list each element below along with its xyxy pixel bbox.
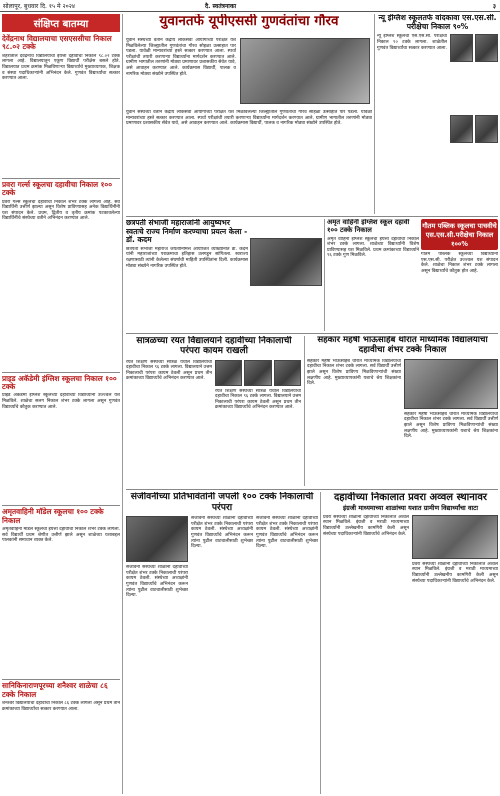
sahakar-headline: सहकार महर्षी भाऊसाहेब थोरात माध्यमिक विद्यालयाचा दहावीचा शंभर टक्के निकाल bbox=[317, 336, 488, 355]
brief-headline: प्राइड अकॅडेमी इंग्लिश स्कूलचा निकाल १०० टक्के bbox=[2, 373, 117, 391]
brief-item bbox=[2, 682, 120, 781]
brief-body: शनैश्वर विद्यालयाचा दहावीचा निकाल ८६ टक्के लागला असून प्रथम तीन क्रमांकाच्या विद्यार्थ्यांचा सत्कार करण्यात आला. bbox=[2, 700, 120, 712]
brief-headline: अमृतवाहिनी मॉडेल स्कूलचा १०० टक्के निकाल bbox=[2, 507, 104, 525]
amrut-body: अमृत वाहिनी इंग्लिश स्कूलचा इयत्ता दहावीचा निकाल शंभर टक्के लागला. शाळेच्या विद्यार्थ्यांनी विशेष प्राविण्यासह यश मिळविले. प्रथम क्रमांकाच्या विद्यार्थ्याने ९६ टक्के गुण मिळविले. bbox=[327, 236, 419, 259]
brief-item bbox=[2, 181, 120, 370]
student-photo bbox=[244, 360, 271, 386]
lead-story bbox=[126, 14, 372, 214]
column-rule bbox=[304, 336, 305, 486]
amrut-headline: अमृत वाहिनी इंग्लिश स्कूल दहावी १०० टक्के निकाल bbox=[327, 219, 410, 234]
shivaji-story bbox=[126, 219, 248, 329]
column-rule bbox=[374, 14, 375, 214]
page-header-strip bbox=[0, 0, 500, 12]
student-photo bbox=[475, 34, 498, 62]
gautam-body: गौतम पब्लिक स्कूलच्या विद्यार्थ्यांनी एस.एस.सी. परीक्षेत उज्ज्वल यश संपादन केले. शाळेचा निकाल शंभर टक्के लागला असून विद्यार्थ्यांचे कौतुक होत आहे. bbox=[421, 252, 498, 274]
brief-body: शहरातील देवेंद्रनाथ विद्यालयाचा इयत्ता दहावीचा निकाल ९८.०२ टक्के लागला आहे. विद्यालयातून एकूण विद्यार्थी परीक्षेस बसले होते. विद्यालयात प्रथम क्रमांक मिळविणाऱ्या विद्यार्थ्याचे मुख्याध्यापक, शिक्षक व संस्था पदाधिकाऱ्यांनी अभिनंदन केले. गुणवंत विद्यार्थ्यांचा सत्कार करण्यात आला. bbox=[2, 53, 120, 82]
sahakar-photo bbox=[404, 359, 498, 409]
brand-name: दै. स्वतंत्रनाका bbox=[205, 3, 237, 10]
student-photo-grid bbox=[450, 34, 498, 194]
brief-item bbox=[2, 375, 120, 504]
new-english-body: न्यू इंग्लिश स्कूलचा एस.एस.सी. परीक्षेचा निकाल ९० टक्के लागला. शाळेतील गुणवंत विद्यार्थ्यांचा सत्कार करण्यात आला. bbox=[377, 34, 447, 51]
brief-headline: देवेंद्रनाथ विद्यालयाचा एसएससीचा निकाल ९८.०२ टक्के bbox=[2, 34, 112, 52]
sanjivani-body-continued: संजीवनी संस्थेच्या शाळांनी दहावीच्या परीक्षेत शंभर टक्के निकालाची परंपरा कायम ठेवली. संस्थेच्या अध्यक्षांनी गुणवंत विद्यार्थ्यांचे अभिनंदन करून त्यांना पुढील वाटचालीसाठी शुभेच्छा दिल्या. bbox=[191, 516, 253, 550]
pravara-headline: दहावीच्या निकालात प्रवरा अव्वल स्थानावर bbox=[333, 492, 488, 503]
divider bbox=[126, 333, 498, 334]
gautam-headline: गौतम पब्लिक स्कूलचा पाचवीचे एस.एस.सी.परीक्षेचा निकाल १००% bbox=[421, 219, 498, 250]
pravara-body: प्रवरा संस्थेच्या शाळांनी दहावीच्या निकालात अव्वल स्थान मिळविले. इंग्रजी व मराठी माध्यमाच्या विद्यार्थ्यांनी उल्लेखनीय कामगिरी केली असून संस्थेच्या पदाधिकाऱ्यांनी विद्यार्थ्यांचे अभिनंदन केले. bbox=[323, 514, 409, 537]
column-rule bbox=[324, 219, 325, 331]
lead-photo bbox=[240, 38, 370, 104]
brief-body: प्रवरा गर्ल्स स्कूलचा दहावीचा निकाल शंभर टक्के लागला आहे. सर्व विद्यार्थिनी उत्तीर्ण झाल्या असून विशेष प्राविण्यासह अनेक विद्यार्थिनींनी यश संपादन केले. प्रथम, द्वितीय व तृतीय क्रमांक पटकावलेल्या विद्यार्थिनींचे संस्थेच्या वतीने अभिनंदन करण्यात आले. bbox=[2, 199, 120, 222]
satral-story bbox=[126, 336, 302, 486]
student-photo bbox=[450, 34, 473, 62]
gautam-story bbox=[421, 219, 498, 331]
sanjivani-story bbox=[126, 492, 318, 794]
satral-photo-grid bbox=[215, 360, 301, 386]
divider bbox=[2, 178, 120, 179]
shivaji-body: छत्रपती संभाजी महाराज जयंतीनिमित्त आयोजित व्याख्यानात डॉ. कदम यांनी महाराजांच्या पराक्रमाचा इतिहास उलगडून सांगितला. स्वराज्य रक्षणासाठी त्यांनी केलेल्या संघर्षाची माहिती उपस्थितांना दिली. कार्यक्रमास मोठ्या संख्येने नागरिक उपस्थित होते. bbox=[126, 246, 248, 269]
pravara-body-continued: प्रवरा संस्थेच्या शाळांनी दहावीच्या निकालात अव्वल स्थान मिळविले. इंग्रजी व मराठी माध्यमाच्या विद्यार्थ्यांनी उल्लेखनीय कामगिरी केली असून संस्थेच्या पदाधिकाऱ्यांनी विद्यार्थ्यांचे अभिनंदन केले. bbox=[412, 561, 498, 584]
brief-body: प्राइड अकॅडेमी इंग्लिश स्कूलच्या दहावीच्या विद्यार्थ्यांनी उज्ज्वल यश मिळविले. शाळेचा सलग निकाल शंभर टक्के लागला असून गुणवंत विद्यार्थ्यांचे कौतुक करण्यात आले. bbox=[2, 393, 120, 410]
satral-body-continued: रयत शिक्षण संस्थेच्या सात्रळ येथील विद्यालयाचा दहावीचा निकाल ९६ टक्के लागला. विद्यालयाने उत्तम निकालाची परंपरा कायम ठेवली असून प्रथम तीन क्रमांकाच्या विद्यार्थ्यांचे अभिनंदन करण्यात आले. bbox=[215, 388, 301, 411]
lead-body-continued: युवान संस्थेच्या वतीने केंद्रीय लोकसेवा आयोगाच्या परीक्षेत यश मिळविलेल्या जिल्ह्यातील गुणवंतांचा गौरव सोहळा उत्साहात पार पडला. यावेळी मान्यवरांच्या हस्ते सत्कार करण्यात आला. स्पर्धा परीक्षांची तयारी करणाऱ्या विद्यार्थ्यांना मार्गदर्शन करण्यात आले. ग्रामीण भागातील तरुणांनी मोठ्या प्रमाणावर प्रशासकीय सेवेत यावे, असे आवाहन करण्यात आले. कार्यक्रमास विद्यार्थी, पालक व नागरिक मोठ्या संख्येने उपस्थित होते. bbox=[126, 110, 372, 127]
pravara-story bbox=[323, 492, 498, 794]
new-english-story bbox=[377, 14, 498, 214]
lead-body: युवान संस्थेच्या वतीने केंद्रीय लोकसेवा आयोगाच्या परीक्षेत यश मिळविलेल्या जिल्ह्यातील गुणवंतांचा गौरव सोहळा उत्साहात पार पडला. यावेळी मान्यवरांच्या हस्ते सत्कार करण्यात आला. स्पर्धा परीक्षांची तयारी करणाऱ्या विद्यार्थ्यांना मार्गदर्शन करण्यात आले. ग्रामीण भागातील तरुणांनी मोठ्या प्रमाणावर प्रशासकीय सेवेत यावे, असे आवाहन करण्यात आले. कार्यक्रमास विद्यार्थी, पालक व नागरिक मोठ्या संख्येने उपस्थित होते. bbox=[126, 38, 236, 77]
sanjivani-photo bbox=[126, 516, 188, 562]
divider bbox=[2, 372, 120, 373]
satral-headline: सात्रळच्या रयत विद्यालयाने दहावीच्या निकालाची परंपरा कायम राखली bbox=[136, 336, 292, 357]
student-photo bbox=[215, 360, 242, 386]
column-rule bbox=[320, 492, 321, 794]
sanjivani-body: संजीवनी संस्थेच्या शाळांनी दहावीच्या परीक्षेत शंभर टक्के निकालाची परंपरा कायम ठेवली. संस्थेच्या अध्यक्षांनी गुणवंत विद्यार्थ्यांचे अभिनंदन करून त्यांना पुढील वाटचालीसाठी शुभेच्छा दिल्या. bbox=[126, 565, 188, 599]
sahakar-body: सहकार महर्षी भाऊसाहेब थोरात माध्यमिक विद्यालयाचा दहावीचा निकाल शंभर टक्के लागला. सर्व विद्यार्थी उत्तीर्ण झाले असून विशेष प्राविण्य मिळविणाऱ्यांची संख्या लक्षणीय आहे. मुख्याध्यापकांनी यशाचे श्रेय शिक्षकांना दिले. bbox=[307, 358, 401, 387]
sahakar-body-continued: सहकार महर्षी भाऊसाहेब थोरात माध्यमिक विद्यालयाचा दहावीचा निकाल शंभर टक्के लागला. सर्व विद्यार्थी उत्तीर्ण झाले असून विशेष प्राविण्य मिळविणाऱ्यांची संख्या लक्षणीय आहे. मुख्याध्यापकांनी यशाचे श्रेय शिक्षकांना दिले. bbox=[404, 411, 498, 440]
page-number: ३ bbox=[492, 3, 496, 10]
brief-headline: प्रवरा गर्ल्स स्कूलचा दहावीचा निकाल १०० टक्के bbox=[2, 179, 112, 198]
sanjivani-headline: संजीवनीच्या प्रतिभावंतांनी जपली १०० टक्के निकालाची परंपरा bbox=[130, 492, 314, 513]
column-rule bbox=[122, 14, 123, 794]
student-photo bbox=[475, 115, 498, 143]
new-english-headline: न्यू इंग्लिश स्कूलतर्फे वांदकावा एस.एस.सी. परीक्षेचा निकाल ९०% bbox=[378, 14, 497, 31]
brief-item bbox=[2, 508, 120, 677]
shivaji-photo bbox=[250, 238, 322, 286]
brief-headline: सानिकिनाराणपूरच्या शनैश्वर शाळेचा ८६ टक्के निकाल bbox=[2, 681, 108, 699]
divider bbox=[126, 216, 498, 217]
satral-body: रयत शिक्षण संस्थेच्या सात्रळ येथील विद्यालयाचा दहावीचा निकाल ९६ टक्के लागला. विद्यालयाने उत्तम निकालाची परंपरा कायम ठेवली असून प्रथम तीन क्रमांकाच्या विद्यार्थ्यांचे अभिनंदन करण्यात आले. bbox=[126, 359, 212, 382]
amrut-story bbox=[327, 219, 419, 331]
sanjivani-body-continued: संजीवनी संस्थेच्या शाळांनी दहावीच्या परीक्षेत शंभर टक्के निकालाची परंपरा कायम ठेवली. संस्थेच्या अध्यक्षांनी गुणवंत विद्यार्थ्यांचे अभिनंदन करून त्यांना पुढील वाटचालीसाठी शुभेच्छा दिल्या. bbox=[256, 516, 318, 550]
pravara-photo bbox=[412, 515, 498, 559]
divider bbox=[2, 505, 120, 506]
news-brief-sidebar bbox=[2, 14, 120, 794]
divider bbox=[126, 489, 498, 490]
student-photo bbox=[274, 360, 301, 386]
lead-headline: युवानतर्फे यूपीएससी गुणवंतांचा गौरव bbox=[159, 14, 339, 29]
brief-body: अमृतवाहिनी मॉडेल स्कूलचा इयत्ता दहावीचा निकाल शंभर टक्के लागला. सर्व विद्यार्थी प्रथम श्रेणीत उत्तीर्ण झाले असून शाळेच्या यशाबद्दल पालकांनी समाधान व्यक्त केले. bbox=[2, 527, 120, 544]
student-photo bbox=[450, 115, 473, 143]
shivaji-headline: छत्रपती संभाजी महाराजांनी आयुष्यभर स्वतःचे राज्य निर्माण करण्याचा प्रयत्न केला - डॉ. कदम bbox=[126, 219, 248, 245]
sidebar-section-title: संक्षिप्त बातम्या bbox=[2, 14, 120, 32]
brief-item bbox=[2, 35, 120, 176]
sahakar-story bbox=[307, 336, 498, 486]
divider bbox=[2, 679, 120, 680]
pravara-subheadline: इंग्रजी माध्यमाच्या शाळांच्या यशात ग्रामीण विद्यार्थ्यांचा वाटा bbox=[342, 503, 479, 512]
edition-date: सोलापूर, बुधवार दि. १५ मे २०२४ bbox=[3, 3, 75, 10]
